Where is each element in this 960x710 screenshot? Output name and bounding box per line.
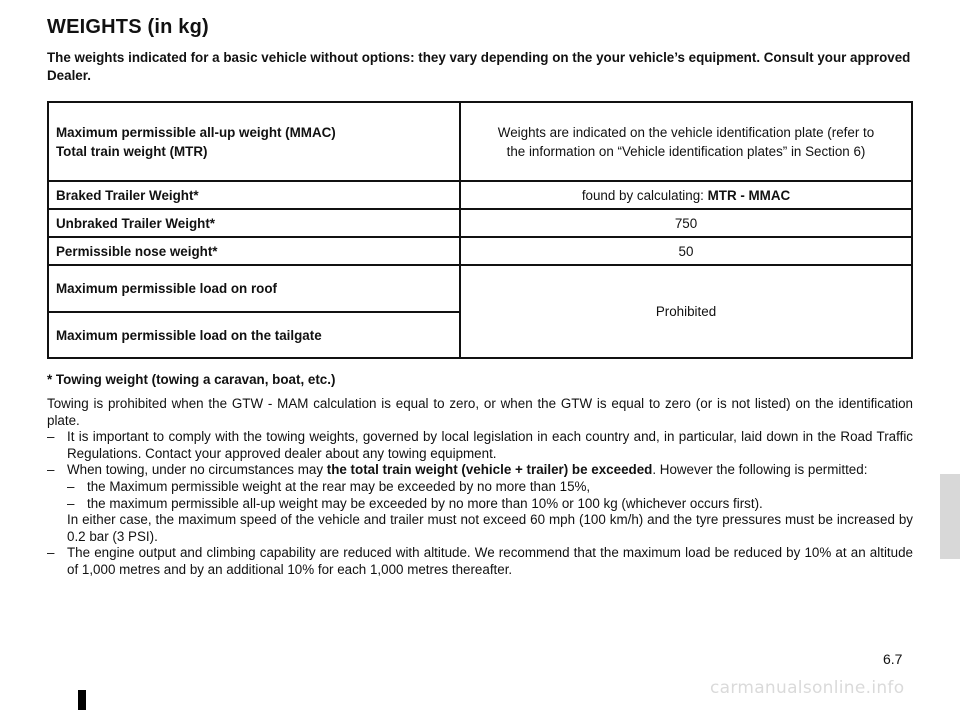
- table-row: [48, 102, 912, 181]
- page-edge-marker: [78, 690, 86, 710]
- speed-and-pressure-note: In either case, the maximum speed of the vehicle and trailer must not exceed 60 mph (100 km/h) and the tyre pressures must be increased by 0.2 bar (3 PSI).: [67, 512, 913, 544]
- roof-load-label: Maximum permissible load on roof: [48, 265, 460, 312]
- table-row: [48, 237, 912, 265]
- table-row: [48, 181, 912, 209]
- prohibited-value: Prohibited: [460, 265, 912, 358]
- towing-prohibited-paragraph: Towing is prohibited when the GTW - MAM calculation is equal to zero, or when the GTW is equal to zero (or is not listed) on the identification plate.: [47, 396, 913, 428]
- weights-table: [47, 101, 913, 359]
- sub-list-item: – the Maximum permissible weight at the rear may be exceeded by no more than 15%,: [47, 479, 913, 496]
- table-label-cell: [48, 102, 460, 181]
- identification-plate-note-line1: Weights are indicated on the vehicle identification plate (refer to: [497, 124, 875, 140]
- item2-bold: the total train weight (vehicle + trailer) be exceeded: [326, 462, 653, 478]
- tailgate-load-label: Maximum permissible load on the tailgate: [48, 312, 460, 358]
- table-row: [48, 265, 912, 312]
- page-title: WEIGHTS (in kg): [47, 16, 209, 38]
- braked-trailer-weight-formula: MTR - MMAC: [707, 187, 791, 203]
- towing-notes: [47, 396, 913, 579]
- braked-trailer-weight-prefix: found by calculating:: [581, 187, 708, 203]
- table-row: [48, 209, 912, 237]
- table-value-cell: [460, 102, 912, 181]
- unbraked-trailer-weight-label: Unbraked Trailer Weight*: [48, 209, 460, 237]
- item2-prefix: When towing, under no circumstances may: [67, 462, 327, 478]
- mmac-label: Maximum permissible all-up weight (MMAC): [56, 124, 336, 140]
- intro-text: The weights indicated for a basic vehicle without options: they vary depending on the your vehicle’s equipment. Consult your approved Dealer.: [47, 50, 911, 83]
- watermark: carmanualsonline.info: [710, 678, 905, 698]
- list-item: [47, 462, 913, 479]
- section-tab-marker: [940, 474, 960, 559]
- item2-suffix: . However the following is permitted:: [652, 462, 868, 478]
- unbraked-trailer-weight-value: 750: [460, 209, 912, 237]
- mtr-label: Total train weight (MTR): [56, 143, 208, 159]
- nose-weight-value: 50: [460, 237, 912, 265]
- sub-list-item: – the maximum permissible all-up weight may be exceeded by no more than 10% or 100 kg (whichever occurs first).: [47, 496, 913, 513]
- braked-trailer-weight-label: Braked Trailer Weight*: [48, 181, 460, 209]
- list-item: – It is important to comply with the towing weights, governed by local legislation in each country and, in particular, laid down in the Road Traffic Regulations. Contact your approved dealer about any towing equipment.: [47, 429, 913, 462]
- list-item: – The engine output and climbing capability are reduced with altitude. We recommend that the maximum load be reduced by 10% at an altitude of 1,000 metres and by an additional 10% for each 1,000 metres thereafter.: [47, 545, 913, 578]
- nose-weight-label: Permissible nose weight*: [48, 237, 460, 265]
- table-value-cell: [460, 181, 912, 209]
- footnote-title: * Towing weight (towing a caravan, boat, etc.): [47, 372, 336, 387]
- page-number: 6.7: [883, 651, 903, 667]
- identification-plate-note-line2: the information on “Vehicle identification plates” in Section 6): [506, 143, 866, 159]
